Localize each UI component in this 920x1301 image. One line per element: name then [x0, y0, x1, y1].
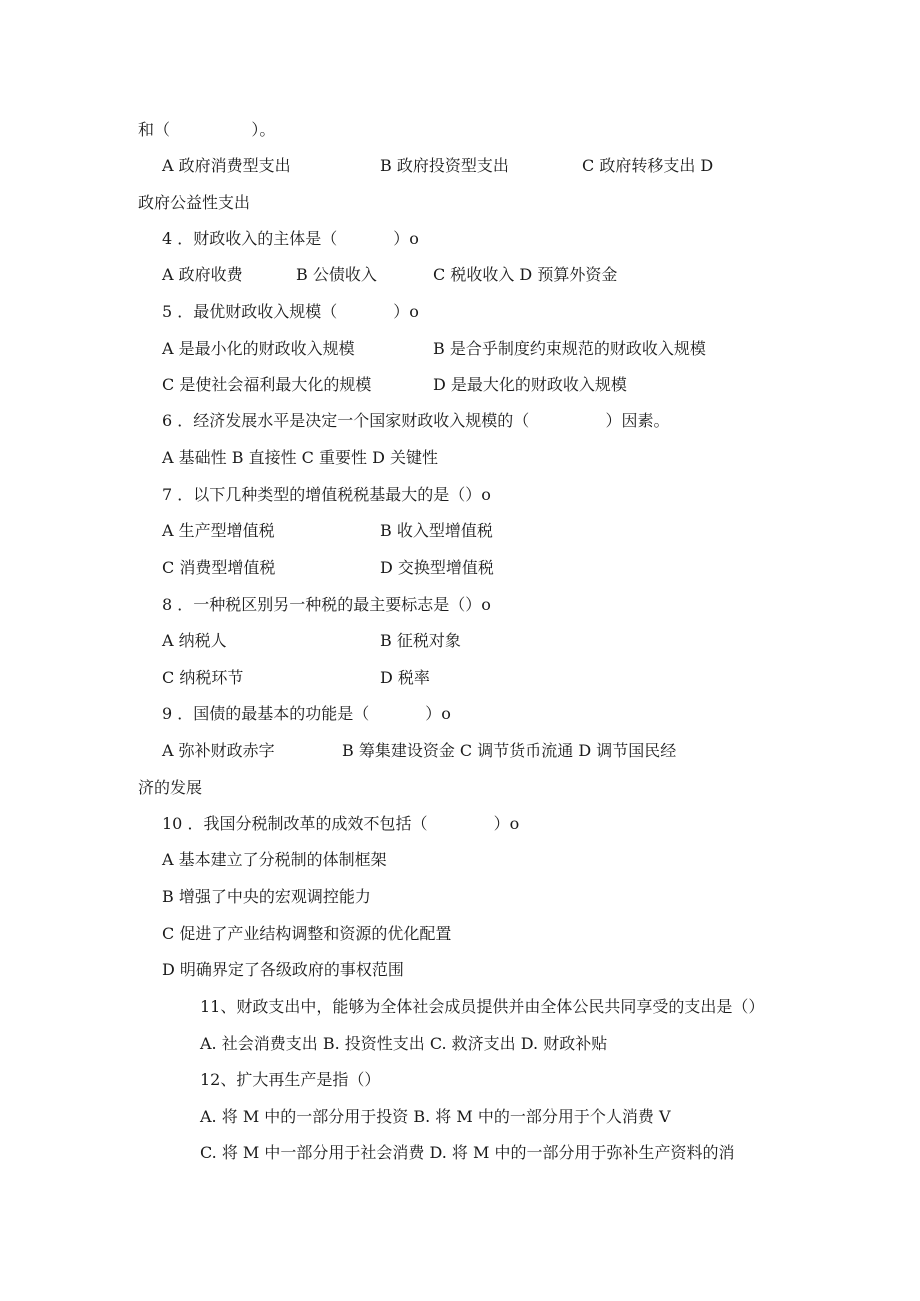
q5-stem: 5 ．最优财政收入规模（ ）o [162, 302, 419, 321]
q7-stem: 7 ．以下几种类型的增值税税基最大的是（）o [162, 485, 491, 504]
q5-option-b: B 是合乎制度约束规范的财政收入规模 [433, 339, 706, 358]
q3-option-a: A 政府消费型支出 [162, 156, 291, 175]
q6-stem: 6 ．经济发展水平是决定一个国家财政收入规模的（ ）因素。 [162, 411, 670, 430]
q3-stem-tail: 和（ ）。 [138, 120, 276, 139]
q5-option-d: D 是最大化的财政收入规模 [433, 375, 627, 394]
q7-option-c: C 消费型增值税 [162, 558, 276, 577]
q6-options: A 基础性 B 直接性 C 重要性 D 关键性 [162, 448, 438, 467]
q8-option-d: D 税率 [380, 668, 430, 687]
q8-option-a: A 纳税人 [162, 631, 227, 650]
q10-option-c: C 促进了产业结构调整和资源的优化配置 [162, 924, 452, 943]
q5-option-c: C 是使社会福利最大化的规模 [162, 375, 372, 394]
q3-option-c: C 政府转移支出 D [582, 156, 714, 175]
q4-stem: 4 ．财政收入的主体是（ ）o [162, 229, 419, 248]
q11-options: A. 社会消费支出 B. 投资性支出 C. 救济支出 D. 财政补贴 [200, 1034, 608, 1053]
q7-option-d: D 交换型增值税 [380, 558, 494, 577]
q12-stem: 12、扩大再生产是指（） [200, 1070, 381, 1089]
q10-option-b: B 增强了中央的宏观调控能力 [162, 887, 371, 906]
q7-option-a: A 生产型增值税 [162, 521, 275, 540]
q4-option-b: B 公债收入 [296, 265, 377, 284]
q4-option-cd: C 税收收入 D 预算外资金 [433, 265, 618, 284]
q7-option-b: B 收入型增值税 [380, 521, 493, 540]
q11-stem: 11、财政支出中，能够为全体社会成员提供并由全体公民共同享受的支出是（） [200, 997, 765, 1016]
q4-option-a: A 政府收费 [162, 265, 243, 284]
q9-option-a: A 弥补财政赤字 [162, 741, 275, 760]
q3-option-d: 政府公益性支出 [138, 193, 251, 212]
q9-stem: 9 ．国债的最基本的功能是（ ）o [162, 704, 451, 723]
q9-option-cont: 济的发展 [138, 778, 203, 797]
q12-options-ab: A. 将 M 中的一部分用于投资 B. 将 M 中的一部分用于个人消费 V [200, 1107, 671, 1126]
q9-option-bcd: B 筹集建设资金 C 调节货币流通 D 调节国民经 [342, 741, 677, 760]
q5-option-a: A 是最小化的财政收入规模 [162, 339, 355, 358]
q10-option-a: A 基本建立了分税制的体制框架 [162, 850, 387, 869]
q12-options-cd: C. 将 M 中一部分用于社会消费 D. 将 M 中的一部分用于弥补生产资料的消 [200, 1143, 735, 1162]
q3-option-b: B 政府投资型支出 [380, 156, 509, 175]
q8-option-b: B 征税对象 [380, 631, 461, 650]
q10-option-d: D 明确界定了各级政府的事权范围 [162, 960, 404, 979]
q8-option-c: C 纳税环节 [162, 668, 244, 687]
q8-stem: 8 ．一种税区别另一种税的最主要标志是（）o [162, 595, 491, 614]
q10-stem: 10 ．我国分税制改革的成效不包括（ ）o [162, 814, 520, 833]
